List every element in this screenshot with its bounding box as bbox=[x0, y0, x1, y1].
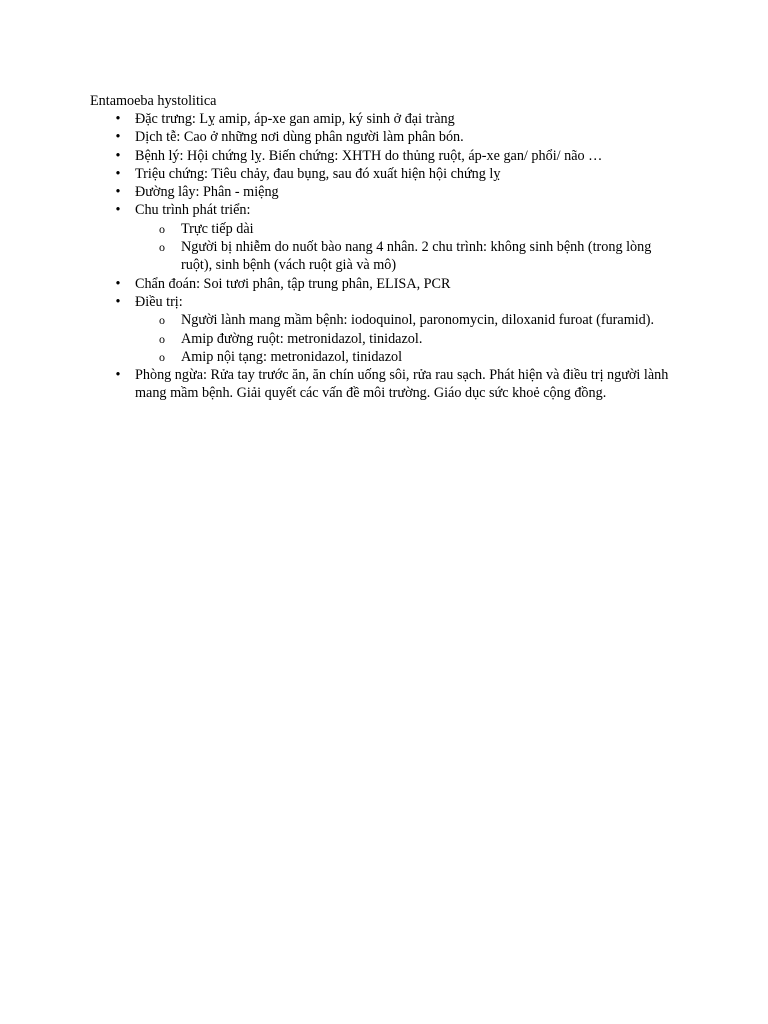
list-item-text: Phòng ngừa: Rửa tay trước ăn, ăn chín uống sôi, rửa rau sạch. Phát hiện và điều trị người lành mang mầm bệnh. Giải quyết các vấn đề môi trường. Giáo dục sức khoẻ cộng đồng. bbox=[135, 367, 669, 402]
bullet-icon: • bbox=[115, 275, 121, 292]
sub-list-item-text: Amip nội tạng: metronidazol, tinidazol bbox=[181, 348, 403, 365]
list-item-text: Dịch tễ: Cao ở những nơi dùng phân người làm phân bón. bbox=[135, 129, 464, 146]
bullet-icon: • bbox=[115, 293, 121, 310]
sub-list-item-text: Trực tiếp dài bbox=[181, 220, 254, 237]
circle-bullet-icon: o bbox=[159, 331, 165, 346]
list-item bbox=[0, 366, 673, 403]
sub-list-item-text: Người bị nhiễm do nuốt bào nang 4 nhân. 2 chu trình: không sinh bệnh (trong lòng ruột), sinh bệnh (vách ruột già và mô) bbox=[181, 239, 652, 274]
list-item bbox=[0, 183, 673, 201]
circle-bullet-icon: o bbox=[159, 313, 165, 328]
list-item-text: Chu trình phát triển: bbox=[135, 202, 251, 219]
list-item-text: Đường lây: Phân - miệng bbox=[135, 184, 279, 201]
bullet-icon: • bbox=[115, 147, 121, 164]
list-item bbox=[0, 165, 673, 183]
bullet-icon: • bbox=[115, 111, 121, 127]
bullet-icon: • bbox=[115, 165, 121, 182]
sub-list-item bbox=[159, 311, 673, 329]
sub-list-item bbox=[159, 238, 673, 275]
list-item-text: Chẩn đoán: Soi tươi phân, tập trung phân, ELISA, PCR bbox=[135, 275, 451, 292]
list-item-text: Bệnh lý: Hội chứng lỵ. Biến chứng: XHTH do thủng ruột, áp-xe gan/ phổi/ não … bbox=[135, 147, 603, 164]
circle-bullet-icon: o bbox=[159, 349, 165, 364]
list-item-text: Đặc trưng: Lỵ amip, áp-xe gan amip, ký sinh ở đại tràng bbox=[135, 111, 455, 127]
bullet-icon: • bbox=[115, 184, 121, 201]
bullet-icon: • bbox=[115, 129, 121, 146]
bullet-icon: • bbox=[115, 202, 121, 219]
list-item-text: Điều trị: bbox=[135, 293, 183, 310]
document-title: Entamoeba hystolitica bbox=[90, 93, 217, 109]
sub-list-item-text: Amip đường ruột: metronidazol, tinidazol. bbox=[181, 330, 423, 347]
list-item bbox=[0, 201, 673, 274]
circle-bullet-icon: o bbox=[159, 221, 165, 236]
sub-list-item bbox=[159, 348, 673, 366]
list-item bbox=[0, 293, 673, 366]
sub-bullet-list bbox=[135, 311, 673, 366]
sub-list-item bbox=[159, 330, 673, 348]
circle-bullet-icon: o bbox=[159, 240, 165, 255]
list-item-text: Triệu chứng: Tiêu chảy, đau bụng, sau đó xuất hiện hội chứng lỵ bbox=[135, 165, 501, 182]
bullet-icon: • bbox=[115, 367, 121, 384]
main-bullet-list bbox=[0, 110, 768, 403]
sub-list-item-text: Người lành mang mầm bệnh: iodoquinol, paronomycin, diloxanid furoat (furamid). bbox=[181, 312, 655, 329]
list-item bbox=[0, 275, 673, 293]
list-item bbox=[0, 110, 673, 128]
list-item bbox=[0, 128, 673, 146]
list-item bbox=[0, 147, 673, 165]
sub-bullet-list bbox=[135, 220, 673, 275]
sub-list-item bbox=[159, 220, 673, 238]
